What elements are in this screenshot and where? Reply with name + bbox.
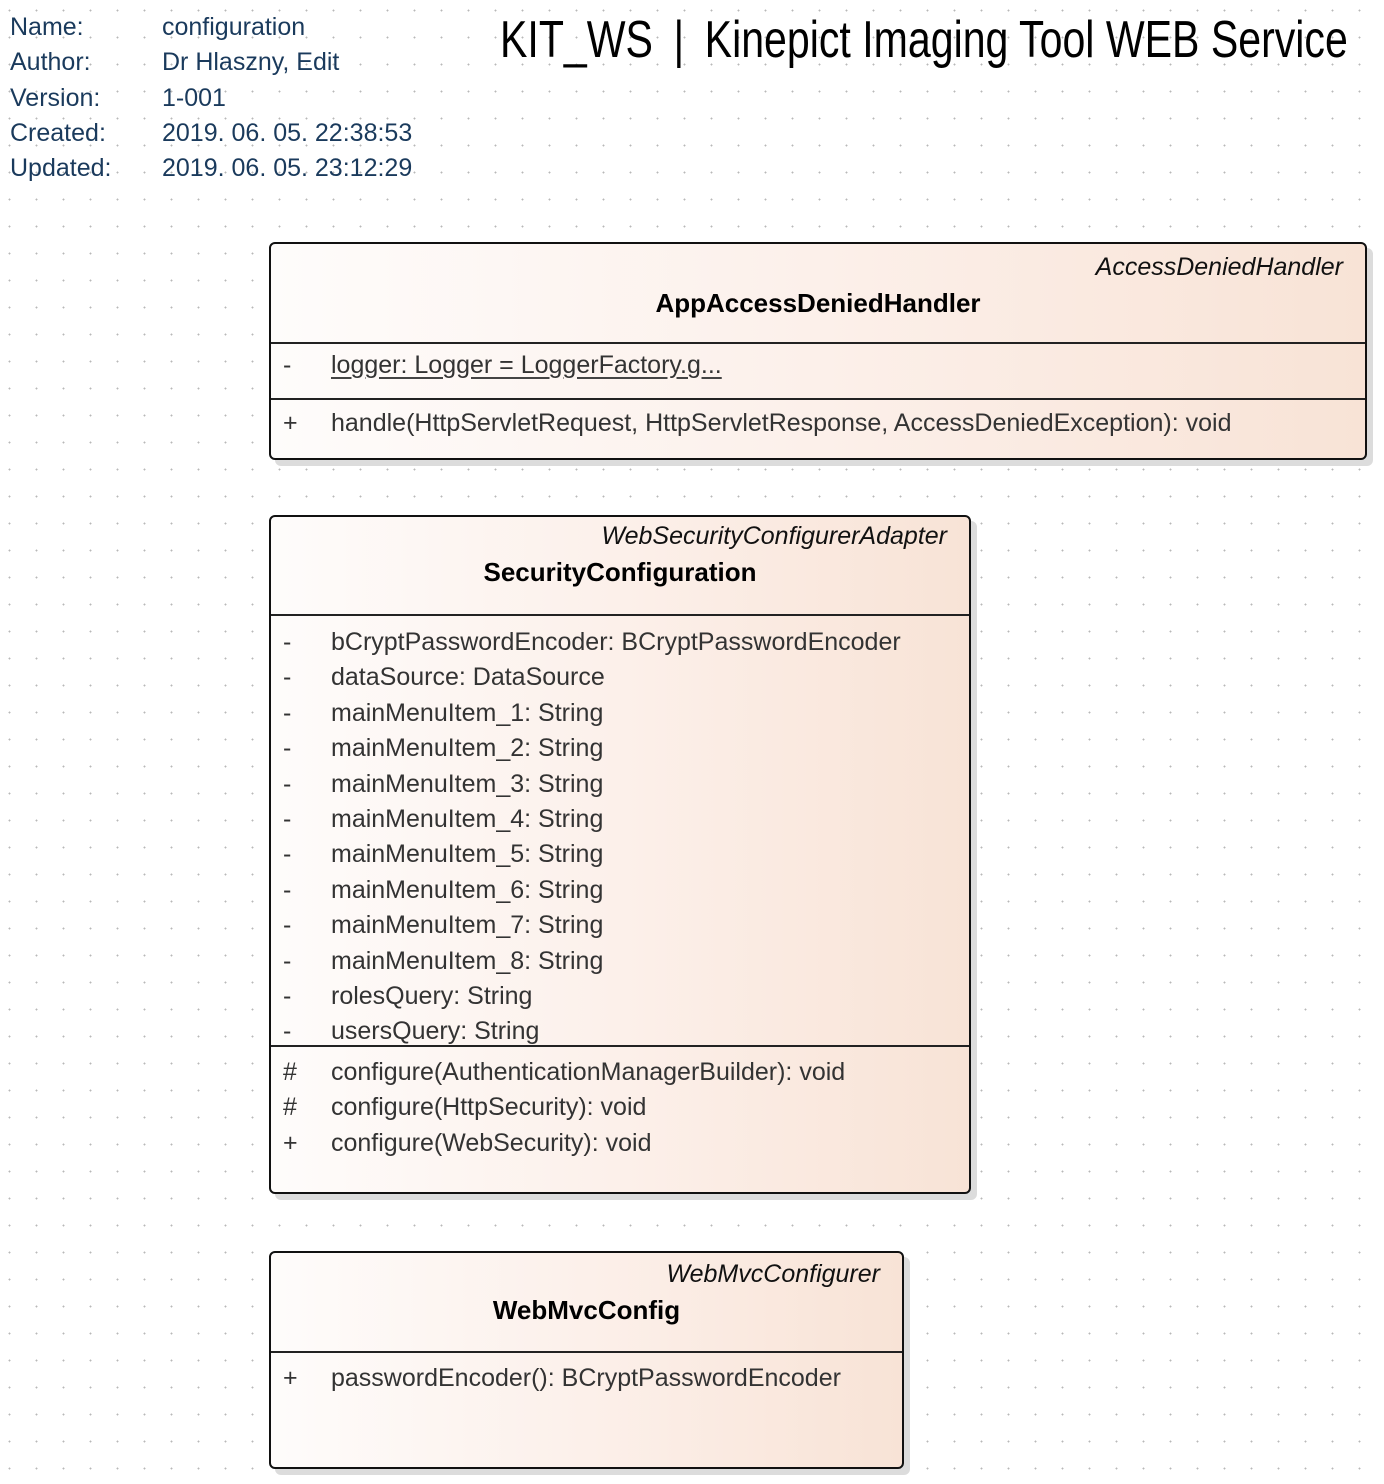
class-name: AppAccessDeniedHandler (655, 288, 981, 318)
attribute-row[interactable] (271, 873, 969, 908)
attribute-text: mainMenuItem_5: String (331, 840, 604, 869)
operations-compartment (271, 1047, 969, 1161)
class-header (271, 1253, 902, 1353)
attribute-text: rolesQuery: String (331, 982, 533, 1011)
operation-text: configure(HttpSecurity): void (331, 1093, 647, 1122)
metadata-author-row (10, 45, 412, 80)
attribute-row[interactable] (271, 944, 969, 979)
visibility-marker: # (283, 1093, 297, 1122)
diagram-title (500, 10, 1348, 70)
attribute-row[interactable] (271, 908, 969, 943)
visibility-marker: - (283, 946, 292, 975)
attribute-text: bCryptPasswordEncoder: BCryptPasswordEncoder (331, 628, 901, 656)
class-web-mvc-config[interactable] (269, 1251, 904, 1469)
operation-row[interactable] (271, 1090, 969, 1125)
metadata-key: Author: (10, 48, 91, 77)
metadata-updated-row (10, 151, 412, 186)
class-header (271, 244, 1365, 344)
visibility-marker: - (283, 698, 292, 727)
metadata-value: 2019. 06. 05. 22:38:53 (162, 118, 413, 147)
metadata-version-row (10, 81, 412, 116)
metadata-key: Version: (10, 83, 101, 112)
visibility-marker: + (283, 409, 298, 437)
class-stereotype: WebMvcConfigurer (666, 1260, 880, 1288)
attributes-compartment (271, 616, 969, 1047)
visibility-marker: - (283, 982, 292, 1011)
attribute-text: logger: Logger = LoggerFactory.g... (331, 351, 722, 379)
attribute-text: mainMenuItem_7: String (331, 911, 604, 940)
attribute-row[interactable] (271, 1014, 969, 1049)
class-security-configuration[interactable] (269, 515, 971, 1194)
diagram-metadata (10, 10, 412, 186)
title-project: KIT_WS (500, 11, 653, 69)
attribute-row[interactable] (271, 696, 969, 731)
attribute-text: mainMenuItem_4: String (331, 805, 604, 834)
attribute-text: mainMenuItem_1: String (331, 698, 604, 727)
operation-row[interactable] (271, 406, 1365, 441)
visibility-marker: - (283, 805, 292, 834)
class-stereotype: WebSecurityConfigurerAdapter (601, 522, 947, 550)
attribute-text: usersQuery: String (331, 1017, 540, 1046)
visibility-marker: - (283, 840, 292, 869)
attribute-text: mainMenuItem_6: String (331, 875, 604, 904)
operation-text: handle(HttpServletRequest, HttpServletResponse, AccessDeniedException): void (331, 409, 1232, 437)
operation-row[interactable] (271, 1055, 969, 1090)
visibility-marker: - (283, 628, 292, 656)
attributes-compartment (271, 344, 1365, 400)
operation-row[interactable] (271, 1361, 902, 1396)
visibility-marker: - (283, 875, 292, 904)
attribute-row[interactable] (271, 767, 969, 802)
visibility-marker: + (283, 1364, 298, 1392)
operation-text: passwordEncoder(): BCryptPasswordEncoder (331, 1364, 841, 1392)
metadata-value: Dr Hlaszny, Edit (162, 48, 340, 77)
operation-row[interactable] (271, 1126, 969, 1161)
metadata-name-row (10, 10, 412, 45)
metadata-value: 1-001 (162, 83, 226, 112)
metadata-value: 2019. 06. 05. 23:12:29 (162, 154, 413, 183)
attribute-row[interactable] (271, 731, 969, 766)
operations-compartment (271, 1353, 902, 1396)
title-separator: | (673, 11, 685, 69)
attribute-row[interactable] (271, 837, 969, 872)
attribute-text: mainMenuItem_3: String (331, 769, 604, 798)
visibility-marker: - (283, 769, 292, 798)
attribute-row[interactable] (271, 802, 969, 837)
attribute-text: mainMenuItem_8: String (331, 946, 604, 975)
attribute-text: dataSource: DataSource (331, 663, 605, 692)
class-stereotype: AccessDeniedHandler (1095, 253, 1343, 281)
class-name: WebMvcConfig (492, 1295, 681, 1325)
attribute-row[interactable] (271, 348, 1365, 383)
metadata-key: Name: (10, 13, 84, 41)
visibility-marker: - (283, 911, 292, 940)
metadata-value: configuration (162, 13, 306, 41)
visibility-marker: - (283, 1017, 292, 1046)
class-app-access-denied-handler[interactable] (269, 242, 1367, 460)
attribute-row[interactable] (271, 979, 969, 1014)
visibility-marker: - (283, 663, 292, 692)
operations-compartment (271, 400, 1365, 447)
visibility-marker: - (283, 734, 292, 763)
attribute-text: mainMenuItem_2: String (331, 734, 604, 763)
metadata-key: Updated: (10, 154, 112, 183)
operation-text: configure(AuthenticationManagerBuilder): void (331, 1058, 846, 1086)
class-name: SecurityConfiguration (483, 557, 757, 587)
class-header (271, 517, 969, 616)
attribute-row[interactable] (271, 625, 969, 660)
visibility-marker: + (283, 1128, 298, 1157)
visibility-marker: - (283, 351, 292, 379)
metadata-created-row (10, 116, 412, 151)
operation-text: configure(WebSecurity): void (331, 1128, 652, 1157)
metadata-key: Created: (10, 118, 106, 147)
title-description: Kinepict Imaging Tool WEB Service (704, 11, 1348, 69)
attribute-row[interactable] (271, 660, 969, 695)
visibility-marker: # (283, 1058, 297, 1086)
